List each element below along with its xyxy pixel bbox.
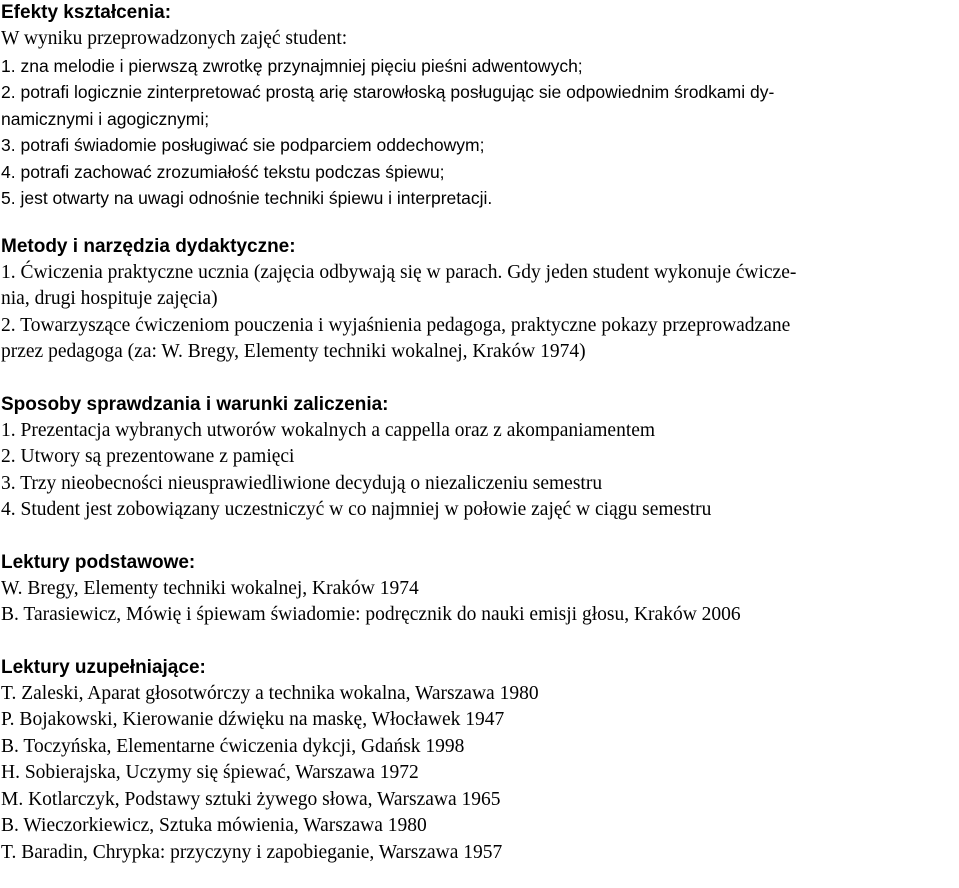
spacer — [1, 524, 957, 550]
text-line: W wyniku przeprowadzonych zajęć student: — [1, 28, 348, 49]
spacer — [1, 366, 957, 392]
spacer — [1, 212, 957, 234]
spacer — [1, 629, 957, 655]
bibliography-entry: W. Bregy, Elementy techniki wokalnej, Kraków 1974 — [1, 577, 419, 599]
text-line: 1. zna melodie i pierwszą zwrotkę przynajmniej pięciu pieśni adwentowych; — [1, 55, 583, 76]
section-heading: Efekty kształcenia: — [1, 2, 172, 23]
text-line: 2. Towarzyszące ćwiczeniom pouczenia i wyjaśnienia pedagoga, praktyczne pokazy przeprowadzane — [1, 314, 791, 336]
bibliography-entry: B. Wieczorkiewicz, Sztuka mówienia, Warszawa 1980 — [1, 815, 427, 836]
text-line: 1. Prezentacja wybranych utworów wokalnych a cappella oraz z akompaniamentem — [1, 419, 656, 441]
section-heading: Sposoby sprawdzania i warunki zaliczenia: — [1, 393, 389, 415]
bibliography-entry: M. Kotlarczyk, Podstawy sztuki żywego słowa, Warszawa 1965 — [1, 788, 501, 810]
bibliography-entry: P. Bojakowski, Kierowanie dźwięku na maskę, Włocławek 1947 — [1, 709, 505, 730]
document-page — [1, 0, 957, 866]
text-line: 4. potrafi zachować zrozumiałość tekstu podczas śpiewu; — [1, 161, 445, 182]
bibliography-entry: B. Tarasiewicz, Mówię i śpiewam świadomie: podręcznik do nauki emisji głosu, Kraków 2006 — [1, 604, 741, 625]
text-line: 3. Trzy nieobecności nieusprawiedliwione decydują o niezaliczeniu semestru — [1, 472, 603, 494]
text-line: 4. Student jest zobowiązany uczestniczyć w co najmniej w połowie zajęć w ciągu semestru — [1, 499, 712, 520]
text-line: 2. potrafi logicznie zinterpretować prostą arię starowłoską posługując sie odpowiednim środkami dy- — [1, 82, 775, 102]
bibliography-entry: H. Sobierajska, Uczymy się śpiewać, Warszawa 1972 — [1, 762, 419, 783]
text-line: 2. Utwory są prezentowane z pamięci — [1, 446, 295, 467]
text-line: 1. Ćwiczenia praktyczne ucznia (zajęcia odbywają się w parach. Gdy jeden student wykonuje ćwicze- — [1, 261, 797, 283]
section-heading: Lektury uzupełniające: — [1, 656, 206, 678]
section-lektury-uzupelniajace — [1, 655, 957, 867]
text-line: nia, drugi hospituje zajęcia) — [1, 288, 218, 309]
text-line: przez pedagoga (za: W. Bregy, Elementy techniki wokalnej, Kraków 1974) — [1, 341, 586, 362]
section-lektury-podstawowe — [1, 550, 957, 629]
section-efekty — [1, 0, 957, 212]
section-heading: Metody i narzędzia dydaktyczne: — [1, 235, 296, 257]
text-line: 3. potrafi świadomie posługiwać sie podparciem oddechowym; — [1, 135, 485, 155]
text-line: namicznymi i agogicznymi; — [1, 108, 210, 129]
bibliography-entry: B. Toczyńska, Elementarne ćwiczenia dykcji, Gdańsk 1998 — [1, 735, 465, 757]
section-heading: Lektury podstawowe: — [1, 551, 196, 573]
section-sposoby — [1, 392, 957, 524]
bibliography-entry: T. Baradin, Chrypka: przyczyny i zapobieganie, Warszawa 1957 — [1, 841, 503, 863]
text-line: 5. jest otwarty na uwagi odnośnie techniki śpiewu i interpretacji. — [1, 188, 493, 208]
bibliography-entry: T. Zaleski, Aparat głosotwórczy a technika wokalna, Warszawa 1980 — [1, 682, 539, 704]
section-metody — [1, 234, 957, 366]
